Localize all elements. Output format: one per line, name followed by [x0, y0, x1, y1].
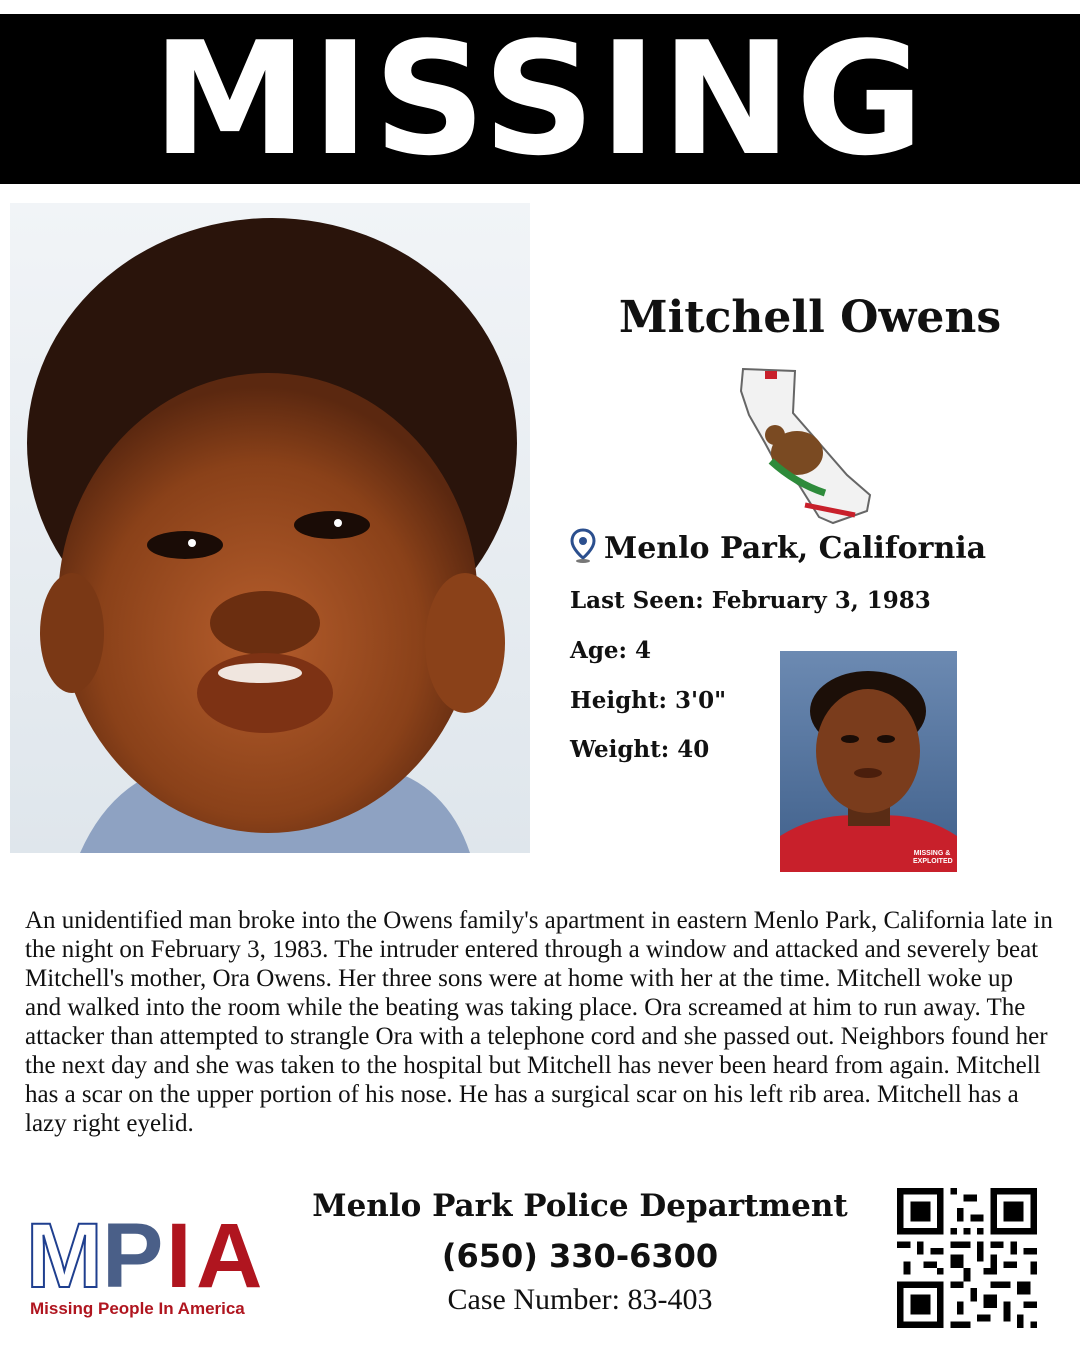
- missing-banner: [0, 8, 1080, 190]
- svg-text:P: P: [102, 1205, 164, 1297]
- california-flag-map-icon: [735, 365, 880, 530]
- location-text: Menlo Park, California: [604, 530, 987, 566]
- case-narrative: An unidentified man broke into the Owens family's apartment in eastern Menlo Park, California late in the night on February 3, 1983. The intruder entered through a window and attacked and severely beat Mitchell's mother, Ora Owens. Her three sons were at home with her at the time. Mitchell woke up and walked into the room while the beating was taking place. Ora screamed at him to run away. The attacker than attempted to strangle Ora with a telephone cord and she passed out. Neighbors found her the next day and she was taken to the hospital but Mitchell has never been heard from again. Mitchell has a scar on the upper portion of his nose. He has a surgical scar on his left rib area. Mitchell has a lazy right eyelid.: [25, 907, 1053, 1137]
- person-name: Mitchell Owens: [618, 292, 1002, 343]
- height: Height: 3'0": [570, 687, 727, 714]
- child-photo: [10, 203, 530, 853]
- phone-number[interactable]: (650) 330-6300: [441, 1237, 719, 1275]
- location-line: [570, 528, 986, 568]
- logo-caption: Missing People In America: [30, 1299, 245, 1318]
- svg-text:A: A: [196, 1205, 263, 1297]
- svg-text:I: I: [166, 1205, 192, 1297]
- qr-code-icon[interactable]: [897, 1188, 1037, 1328]
- svg-text:M: M: [26, 1205, 103, 1297]
- ncmec-logo: MISSING & EXPLOITED: [913, 850, 953, 865]
- age: Age: 4: [570, 637, 652, 664]
- case-number: Case Number: 83-403: [447, 1283, 713, 1316]
- last-seen: Last Seen: February 3, 1983: [570, 587, 931, 614]
- age-progression-photo: [780, 651, 957, 872]
- banner-title: MISSING: [152, 8, 928, 190]
- map-pin-icon: [570, 528, 596, 568]
- agency-name: Menlo Park Police Department: [312, 1188, 848, 1224]
- weight: Weight: 40: [570, 736, 710, 763]
